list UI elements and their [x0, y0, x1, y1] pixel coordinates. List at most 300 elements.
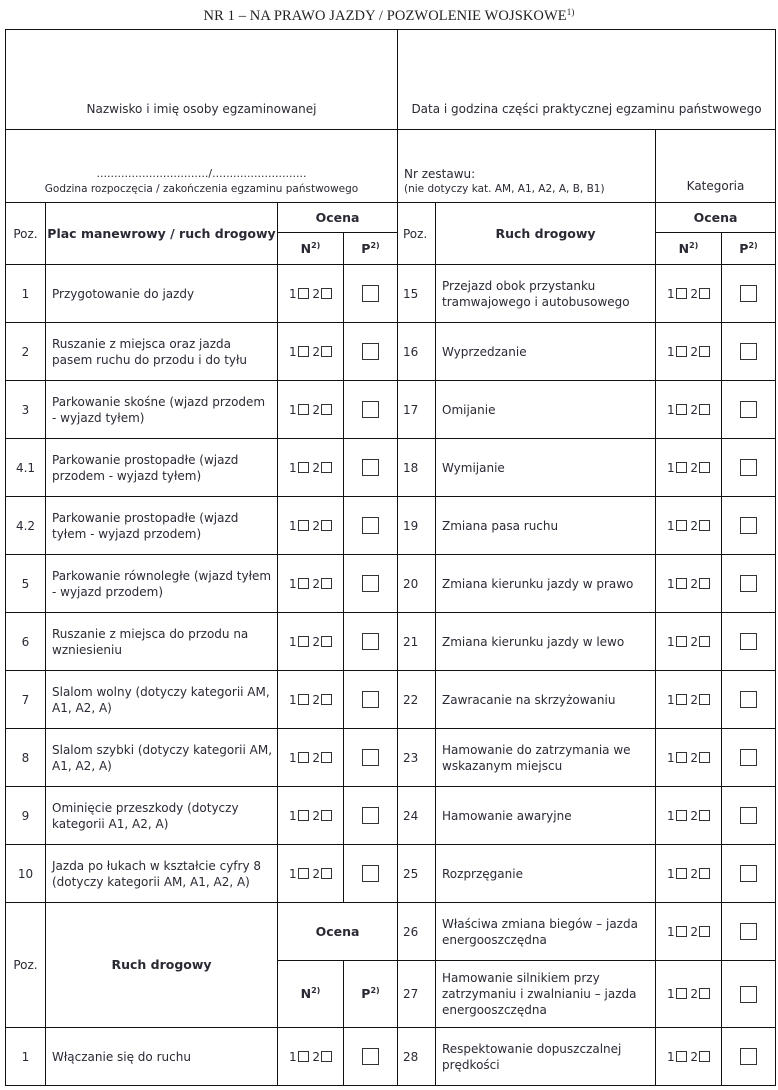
left-row-label: Slalom szybki (dotyczy kategorii AM, A1, A2, A)	[52, 742, 273, 773]
n-option-1-label: 1	[288, 402, 297, 417]
n-option-1-label: 1	[666, 987, 675, 1001]
road-row-poz-text: 1	[21, 1049, 30, 1064]
p-checkbox[interactable]	[362, 1048, 379, 1065]
n-option-2-checkbox[interactable]	[699, 868, 710, 879]
road-col-p-label: P	[361, 986, 371, 1001]
right-row-poz-text: 23	[403, 750, 419, 765]
left-row-p-cell	[344, 555, 398, 613]
right-row-poz	[398, 497, 436, 555]
n-option-1-checkbox[interactable]	[676, 636, 687, 647]
left-row-text	[46, 845, 278, 903]
col-n-right-footnote: 2)	[689, 240, 699, 250]
road-row-label: Włączanie się do ruchu	[52, 1049, 191, 1064]
left-row-poz	[6, 323, 46, 381]
header-row-time	[6, 130, 776, 203]
n-option-2-label: 2	[690, 576, 699, 591]
left-row-poz-text: 4.1	[15, 460, 36, 475]
exam-form-table	[5, 29, 776, 1086]
col-poz-left-label: Poz.	[13, 226, 38, 241]
table-row	[6, 381, 776, 439]
right-row-text	[436, 729, 656, 787]
n-option-1-checkbox[interactable]	[298, 578, 309, 589]
right-row-poz-text: 16	[403, 344, 419, 359]
road-col-ocena	[278, 903, 398, 961]
p-checkbox[interactable]	[740, 865, 757, 882]
left-row-p-cell	[344, 729, 398, 787]
left-row-n-cell	[278, 729, 344, 787]
n-option-2-label: 2	[690, 634, 699, 649]
right-row-text	[436, 845, 656, 903]
n-option-1-label: 1	[288, 344, 297, 359]
p-checkbox[interactable]	[740, 923, 757, 940]
n-option-2-checkbox[interactable]	[699, 404, 710, 415]
n-option-1-checkbox[interactable]	[676, 346, 687, 357]
left-row-n-cell	[278, 497, 344, 555]
n-option-2-checkbox[interactable]	[699, 520, 710, 531]
road-row-p-cell	[344, 1028, 398, 1086]
road-col-title-label: Ruch drogowy	[111, 957, 212, 972]
col-ocena-right	[656, 203, 776, 233]
left-row-text	[46, 439, 278, 497]
n-option-2-label: 2	[690, 1049, 699, 1064]
left-row-poz	[6, 671, 46, 729]
road-row-text	[46, 1028, 278, 1086]
n-option-1-checkbox[interactable]	[298, 404, 309, 415]
left-row-poz-text: 9	[21, 808, 30, 823]
n-option-1-checkbox[interactable]	[676, 520, 687, 531]
n-option-1-checkbox[interactable]	[676, 988, 687, 999]
n-option-1-checkbox[interactable]	[298, 1051, 309, 1062]
n-option-2-checkbox[interactable]	[699, 694, 710, 705]
right-row-label: Zawracanie na skrzyżowaniu	[442, 692, 616, 707]
right-row-poz	[398, 439, 436, 497]
n-option-2-checkbox[interactable]	[321, 288, 332, 299]
n-option-2-checkbox[interactable]	[699, 752, 710, 763]
p-checkbox[interactable]	[740, 807, 757, 824]
left-row-p-cell	[344, 439, 398, 497]
title-footnote: 1)	[566, 7, 575, 17]
n-option-2-checkbox[interactable]	[699, 810, 710, 821]
right-row-n-cell	[656, 613, 722, 671]
n-option-2-label: 2	[690, 518, 699, 533]
left-row-n-cell	[278, 555, 344, 613]
right-row-n-cell	[656, 439, 722, 497]
n-option-2-label: 2	[690, 402, 699, 417]
n-option-1-checkbox[interactable]	[298, 288, 309, 299]
road-col-ocena-label: Ocena	[315, 923, 360, 939]
right-row-p-cell	[722, 961, 776, 1028]
right-row-n-cell	[656, 381, 722, 439]
left-row-poz	[6, 613, 46, 671]
n-option-2-checkbox[interactable]	[699, 578, 710, 589]
right-row-n-cell	[656, 845, 722, 903]
road-row-poz	[6, 1028, 46, 1086]
right-row-p-cell	[722, 903, 776, 961]
table-row	[6, 265, 776, 323]
n-option-2-checkbox[interactable]	[321, 636, 332, 647]
n-option-2-label: 2	[312, 692, 321, 707]
table-row	[6, 439, 776, 497]
left-row-text	[46, 323, 278, 381]
left-row-text	[46, 787, 278, 845]
left-row-text	[46, 671, 278, 729]
right-row-text	[436, 265, 656, 323]
p-checkbox[interactable]	[362, 865, 379, 882]
right-row-p-cell	[722, 1028, 776, 1086]
left-row-label: Parkowanie skośne (wjazd przodem - wyjazd tyłem)	[52, 394, 266, 425]
n-option-1-label: 1	[288, 692, 297, 707]
right-row-n-cell	[656, 903, 722, 961]
n-option-2-checkbox[interactable]	[699, 346, 710, 357]
n-option-1-label: 1	[666, 692, 675, 707]
right-row-poz	[398, 903, 436, 961]
left-row-n-cell	[278, 323, 344, 381]
right-row-n-cell	[656, 1028, 722, 1086]
n-option-2-checkbox[interactable]	[321, 578, 332, 589]
col-p-left-label: P	[361, 240, 371, 256]
right-row-poz	[398, 265, 436, 323]
col-title-right-label: Ruch drogowy	[495, 225, 596, 241]
table-row	[6, 323, 776, 381]
right-row-text	[436, 787, 656, 845]
n-option-2-checkbox[interactable]	[321, 752, 332, 763]
n-option-1-checkbox[interactable]	[298, 346, 309, 357]
road-row-n-cell	[278, 1028, 344, 1086]
table-row	[6, 555, 776, 613]
n-option-1-label: 1	[288, 866, 297, 881]
left-row-poz-text: 4.2	[15, 518, 36, 533]
n-option-2-label: 2	[690, 987, 699, 1001]
left-row-poz	[6, 497, 46, 555]
set-number-field[interactable]	[398, 130, 656, 203]
col-poz-left	[6, 203, 46, 265]
p-checkbox[interactable]	[362, 575, 379, 592]
n-option-2-label: 2	[312, 344, 321, 359]
right-row-n-cell	[656, 497, 722, 555]
right-row-poz-text: 20	[403, 576, 419, 591]
n-option-2-label: 2	[690, 460, 699, 475]
n-option-1-label: 1	[666, 634, 675, 649]
table-row	[6, 613, 776, 671]
n-option-1-checkbox[interactable]	[676, 462, 687, 473]
col-n-right-label: N	[678, 240, 690, 256]
n-option-2-checkbox[interactable]	[699, 288, 710, 299]
right-row-label: Zmiana pasa ruchu	[442, 518, 559, 533]
col-ocena-left-label: Ocena	[315, 209, 360, 225]
date-label: Data i godzina części praktycznej egzaminu państwowego	[411, 102, 762, 116]
column-header-row	[6, 203, 776, 233]
road-col-poz	[6, 903, 46, 1028]
n-option-2-checkbox[interactable]	[321, 404, 332, 415]
form-title	[0, 8, 778, 25]
n-option-1-label: 1	[666, 924, 675, 939]
left-row-poz-text: 3	[21, 402, 30, 417]
right-row-label: Zmiana kierunku jazdy w prawo	[442, 576, 634, 591]
right-row-n-cell	[656, 671, 722, 729]
right-row-poz	[398, 961, 436, 1028]
left-row-p-cell	[344, 497, 398, 555]
n-option-1-checkbox[interactable]	[676, 404, 687, 415]
n-option-1-label: 1	[666, 576, 675, 591]
left-row-poz	[6, 439, 46, 497]
time-field[interactable]	[6, 130, 398, 203]
right-row-p-cell	[722, 671, 776, 729]
p-checkbox[interactable]	[362, 749, 379, 766]
right-row-n-cell	[656, 787, 722, 845]
n-option-2-checkbox[interactable]	[699, 988, 710, 999]
right-row-p-cell	[722, 497, 776, 555]
right-row-text	[436, 671, 656, 729]
right-row-poz	[398, 671, 436, 729]
n-option-2-label: 2	[312, 518, 321, 533]
left-row-label: Parkowanie równoległe (wjazd tyłem - wyjazd przodem)	[52, 568, 272, 599]
right-row-text	[436, 323, 656, 381]
time-dots: ................................/...........................	[96, 167, 307, 180]
p-checkbox[interactable]	[362, 691, 379, 708]
col-title-left-label: Plac manewrowy / ruch drogowy	[47, 225, 276, 241]
right-row-text	[436, 1028, 656, 1086]
left-row-poz	[6, 845, 46, 903]
n-option-2-label: 2	[312, 634, 321, 649]
n-option-2-checkbox[interactable]	[321, 694, 332, 705]
n-option-2-label: 2	[690, 344, 699, 359]
left-row-poz-text: 2	[21, 344, 30, 359]
right-row-text	[436, 555, 656, 613]
n-option-1-checkbox[interactable]	[298, 462, 309, 473]
n-option-1-checkbox[interactable]	[676, 1051, 687, 1062]
n-option-1-label: 1	[666, 344, 675, 359]
right-row-poz-text: 17	[403, 402, 419, 417]
col-n-left-label: N	[300, 240, 312, 256]
n-option-2-label: 2	[690, 750, 699, 765]
col-ocena-left	[278, 203, 398, 233]
n-option-1-label: 1	[288, 576, 297, 591]
right-row-poz-text: 22	[403, 692, 419, 707]
table-row	[6, 845, 776, 903]
left-row-p-cell	[344, 671, 398, 729]
n-option-1-label: 1	[666, 1049, 675, 1064]
p-checkbox[interactable]	[740, 986, 757, 1003]
p-checkbox[interactable]	[740, 517, 757, 534]
n-option-1-label: 1	[666, 750, 675, 765]
left-row-p-cell	[344, 381, 398, 439]
right-row-p-cell	[722, 729, 776, 787]
n-option-1-checkbox[interactable]	[676, 694, 687, 705]
p-checkbox[interactable]	[362, 285, 379, 302]
n-option-1-label: 1	[666, 286, 675, 301]
right-row-label: Przejazd obok przystanku tramwajowego i autobusowego	[442, 278, 630, 309]
left-row-text	[46, 613, 278, 671]
n-option-2-checkbox[interactable]	[321, 868, 332, 879]
right-row-poz	[398, 555, 436, 613]
n-option-2-checkbox[interactable]	[699, 462, 710, 473]
n-option-1-checkbox[interactable]	[298, 694, 309, 705]
p-checkbox[interactable]	[362, 459, 379, 476]
right-row-p-cell	[722, 613, 776, 671]
left-row-n-cell	[278, 265, 344, 323]
p-checkbox[interactable]	[362, 517, 379, 534]
left-row-text	[46, 729, 278, 787]
n-option-1-label: 1	[666, 808, 675, 823]
n-option-2-label: 2	[690, 924, 699, 939]
left-row-text	[46, 555, 278, 613]
road-col-p-footnote: 2)	[370, 986, 380, 995]
n-option-1-label: 1	[666, 402, 675, 417]
left-row-poz-text: 6	[21, 634, 30, 649]
left-row-poz-text: 7	[21, 692, 30, 707]
left-row-label: Parkowanie prostopadłe (wjazd tyłem - wyjazd przodem)	[52, 510, 239, 541]
right-row-poz	[398, 323, 436, 381]
n-option-2-checkbox[interactable]	[321, 346, 332, 357]
right-row-p-cell	[722, 265, 776, 323]
n-option-1-checkbox[interactable]	[676, 868, 687, 879]
p-checkbox[interactable]	[740, 749, 757, 766]
right-row-poz-text: 19	[403, 518, 419, 533]
col-n-left-footnote: 2)	[311, 240, 321, 250]
left-row-n-cell	[278, 671, 344, 729]
n-option-1-label: 1	[288, 1049, 297, 1064]
col-p-right-footnote: 2)	[748, 240, 758, 250]
col-p-left-footnote: 2)	[370, 240, 380, 250]
left-row-text	[46, 381, 278, 439]
n-option-1-checkbox[interactable]	[676, 578, 687, 589]
time-label: Godzina rozpoczęcia / zakończenia egzaminu państwowego	[44, 183, 359, 195]
col-n-left	[278, 233, 344, 265]
right-row-p-cell	[722, 787, 776, 845]
right-row-poz-text: 27	[403, 987, 419, 1001]
n-option-1-checkbox[interactable]	[298, 868, 309, 879]
n-option-1-checkbox[interactable]	[298, 520, 309, 531]
n-option-1-checkbox[interactable]	[298, 636, 309, 647]
p-checkbox[interactable]	[362, 343, 379, 360]
right-row-text	[436, 381, 656, 439]
left-row-poz-text: 10	[17, 866, 34, 881]
table-row	[6, 497, 776, 555]
p-checkbox[interactable]	[740, 633, 757, 650]
right-row-poz-text: 26	[403, 924, 419, 939]
left-row-poz	[6, 729, 46, 787]
p-checkbox[interactable]	[740, 343, 757, 360]
n-option-1-checkbox[interactable]	[676, 810, 687, 821]
right-row-label: Hamowanie awaryjne	[442, 808, 572, 823]
right-row-poz-text: 28	[403, 1049, 419, 1064]
col-n-right	[656, 233, 722, 265]
p-checkbox[interactable]	[740, 1048, 757, 1065]
right-row-poz	[398, 729, 436, 787]
name-field[interactable]	[6, 30, 398, 130]
left-row-poz	[6, 381, 46, 439]
date-field[interactable]	[398, 30, 776, 130]
left-row-label: Ruszanie z miejsca do przodu na wzniesieniu	[52, 626, 249, 657]
n-option-2-label: 2	[690, 286, 699, 301]
n-option-2-label: 2	[312, 1049, 321, 1064]
right-row-n-cell	[656, 961, 722, 1028]
table-row	[6, 671, 776, 729]
road-col-n-label: N	[300, 986, 312, 1001]
right-row-n-cell	[656, 555, 722, 613]
left-row-poz	[6, 265, 46, 323]
n-option-1-checkbox[interactable]	[676, 288, 687, 299]
n-option-1-checkbox[interactable]	[298, 752, 309, 763]
n-option-2-checkbox[interactable]	[699, 1051, 710, 1062]
right-row-poz	[398, 1028, 436, 1086]
p-checkbox[interactable]	[362, 633, 379, 650]
n-option-1-label: 1	[288, 634, 297, 649]
right-row-label: Rozprzęganie	[442, 866, 523, 881]
left-row-p-cell	[344, 845, 398, 903]
p-checkbox[interactable]	[740, 401, 757, 418]
n-option-1-checkbox[interactable]	[298, 810, 309, 821]
col-p-right	[722, 233, 776, 265]
col-ocena-right-label: Ocena	[693, 209, 738, 225]
p-checkbox[interactable]	[740, 459, 757, 476]
set-label: Nr zestawu:	[404, 167, 476, 181]
n-option-2-checkbox[interactable]	[321, 1051, 332, 1062]
right-row-label: Omijanie	[442, 402, 496, 417]
right-row-n-cell	[656, 323, 722, 381]
n-option-2-checkbox[interactable]	[699, 636, 710, 647]
col-poz-right-label: Poz.	[403, 226, 428, 241]
left-row-poz-text: 8	[21, 750, 30, 765]
n-option-1-label: 1	[288, 750, 297, 765]
right-row-text	[436, 613, 656, 671]
right-row-poz-text: 18	[403, 460, 419, 475]
right-row-text	[436, 497, 656, 555]
n-option-1-label: 1	[288, 518, 297, 533]
right-row-poz-text: 25	[403, 866, 419, 881]
n-option-2-checkbox[interactable]	[321, 462, 332, 473]
n-option-2-label: 2	[312, 576, 321, 591]
category-field[interactable]	[656, 130, 776, 203]
p-checkbox[interactable]	[362, 401, 379, 418]
n-option-2-checkbox[interactable]	[321, 520, 332, 531]
n-option-1-label: 1	[666, 518, 675, 533]
left-row-text	[46, 265, 278, 323]
n-option-2-label: 2	[690, 866, 699, 881]
left-row-poz	[6, 555, 46, 613]
right-row-text	[436, 439, 656, 497]
right-row-label: Respektowanie dopuszczalnej prędkości	[442, 1041, 622, 1072]
header-row-name	[6, 30, 776, 130]
n-option-2-label: 2	[312, 460, 321, 475]
n-option-2-label: 2	[312, 808, 321, 823]
table-row	[6, 903, 776, 961]
right-row-n-cell	[656, 265, 722, 323]
col-title-left	[46, 203, 278, 265]
p-checkbox[interactable]	[362, 807, 379, 824]
n-option-1-checkbox[interactable]	[676, 752, 687, 763]
road-col-title	[46, 903, 278, 1028]
n-option-1-checkbox[interactable]	[676, 926, 687, 937]
n-option-2-label: 2	[312, 866, 321, 881]
left-row-label: Parkowanie prostopadłe (wjazd przodem - wyjazd tyłem)	[52, 452, 239, 483]
table-row	[6, 729, 776, 787]
n-option-2-checkbox[interactable]	[321, 810, 332, 821]
p-checkbox[interactable]	[740, 691, 757, 708]
right-row-label: Hamowanie do zatrzymania we wskazanym miejscu	[442, 742, 631, 773]
n-option-2-checkbox[interactable]	[699, 926, 710, 937]
n-option-2-label: 2	[312, 402, 321, 417]
left-row-poz-text: 5	[21, 576, 30, 591]
left-row-poz-text: 1	[21, 286, 30, 301]
p-checkbox[interactable]	[740, 575, 757, 592]
n-option-2-label: 2	[312, 286, 321, 301]
n-option-2-label: 2	[312, 750, 321, 765]
col-poz-right	[398, 203, 436, 265]
p-checkbox[interactable]	[740, 285, 757, 302]
n-option-1-label: 1	[666, 460, 675, 475]
road-col-n	[278, 961, 344, 1028]
